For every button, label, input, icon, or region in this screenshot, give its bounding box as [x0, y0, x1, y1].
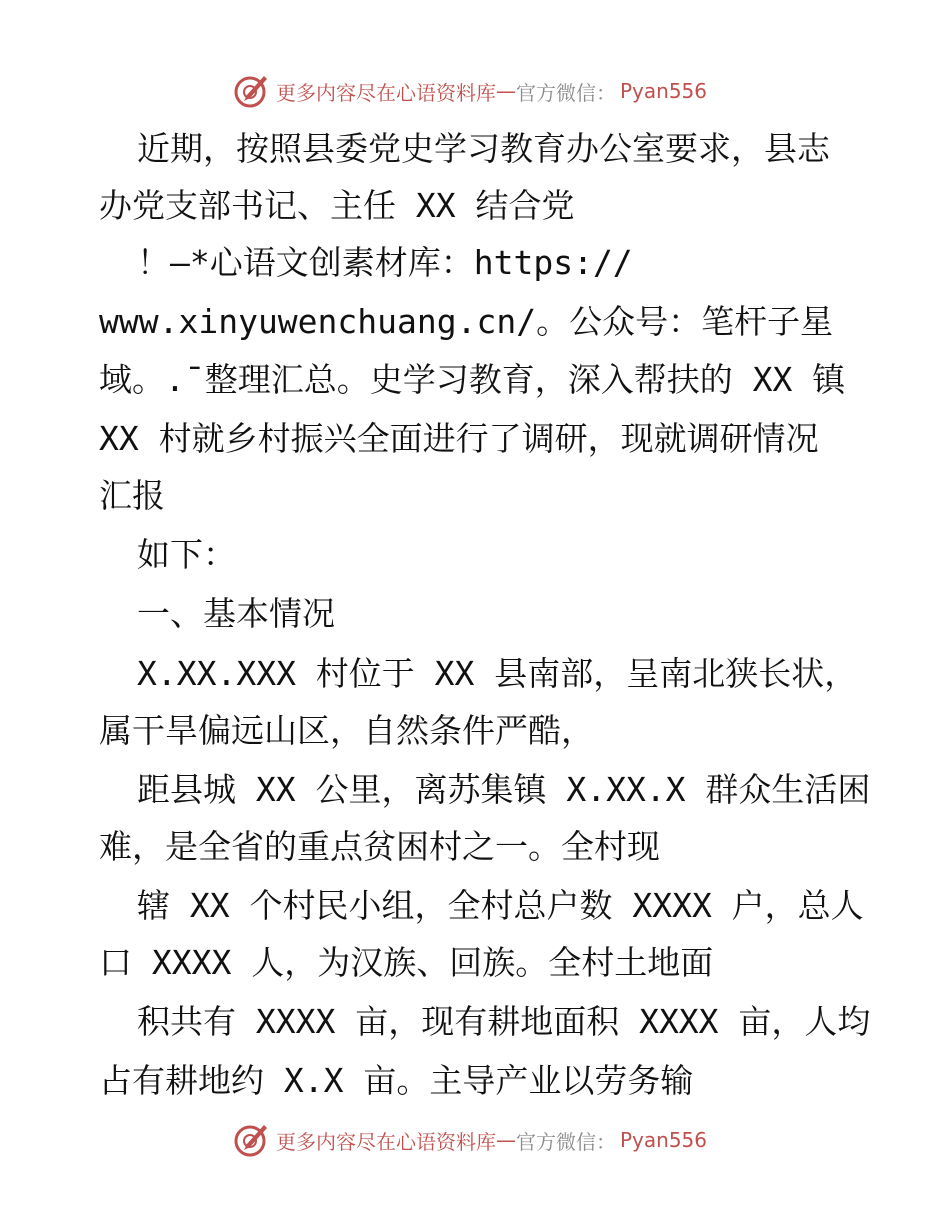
watermark-brand-text: 更多内容尽在心语资料库 [276, 80, 496, 105]
body-line: 近期，按照县委党史学习教育办公室要求，县志 [137, 129, 830, 168]
body-line: 辖 XX 个村民小组，全村总户数 XXXX 户，总人 [137, 886, 864, 925]
body-line: 汇报 [99, 476, 165, 515]
body-line: 如下： [137, 535, 236, 574]
body-line: 域。.¯整理汇总。史学习教育，深入帮扶的 XX 镇 [99, 360, 846, 399]
body-line: 积共有 XXXX 亩，现有耕地面积 XXXX 亩，人均 [137, 1002, 871, 1041]
watermark-brand-text: 更多内容尽在心语资料库 [276, 1129, 496, 1154]
body-line: 属干旱偏远山区，自然条件严酷， [99, 711, 594, 750]
section-heading: 一、基本情况 [137, 594, 335, 633]
watermark-account-id: Pyan556 [620, 1128, 708, 1152]
body-line: 难，是全省的重点贫困村之一。全村现 [99, 827, 660, 866]
quill-logo-icon [232, 1120, 272, 1160]
header-watermark [232, 71, 707, 111]
body-line: XX 村就乡村振兴全面进行了调研，现就调研情况 [99, 419, 819, 458]
body-line: X.XX.XXX 村位于 XX 县南部，呈南北狭长状， [137, 654, 858, 693]
watermark-official-label: 官方微信： [516, 80, 616, 105]
body-line: 口 XXXX 人，为汉族、回族。全村土地面 [99, 943, 714, 982]
body-line: 距县城 XX 公里，离苏集镇 X.XX.X 群众生活困 [137, 770, 871, 809]
watermark-official-label: 官方微信： [516, 1129, 616, 1154]
body-line: ！—*心语文创素材库：https:// [137, 243, 633, 282]
quill-logo-icon [232, 71, 272, 111]
watermark-separator: — [496, 1128, 516, 1152]
footer-watermark [232, 1120, 707, 1160]
body-line: 办党支部书记、主任 XX 结合党 [99, 186, 575, 225]
watermark-account-id: Pyan556 [620, 79, 708, 103]
watermark-separator: — [496, 79, 516, 103]
body-line: 占有耕地约 X.X 亩。主导产业以劳务输 [99, 1061, 694, 1100]
body-line: www.xinyuwenchuang.cn/。公众号：笔杆子星 [99, 302, 834, 341]
